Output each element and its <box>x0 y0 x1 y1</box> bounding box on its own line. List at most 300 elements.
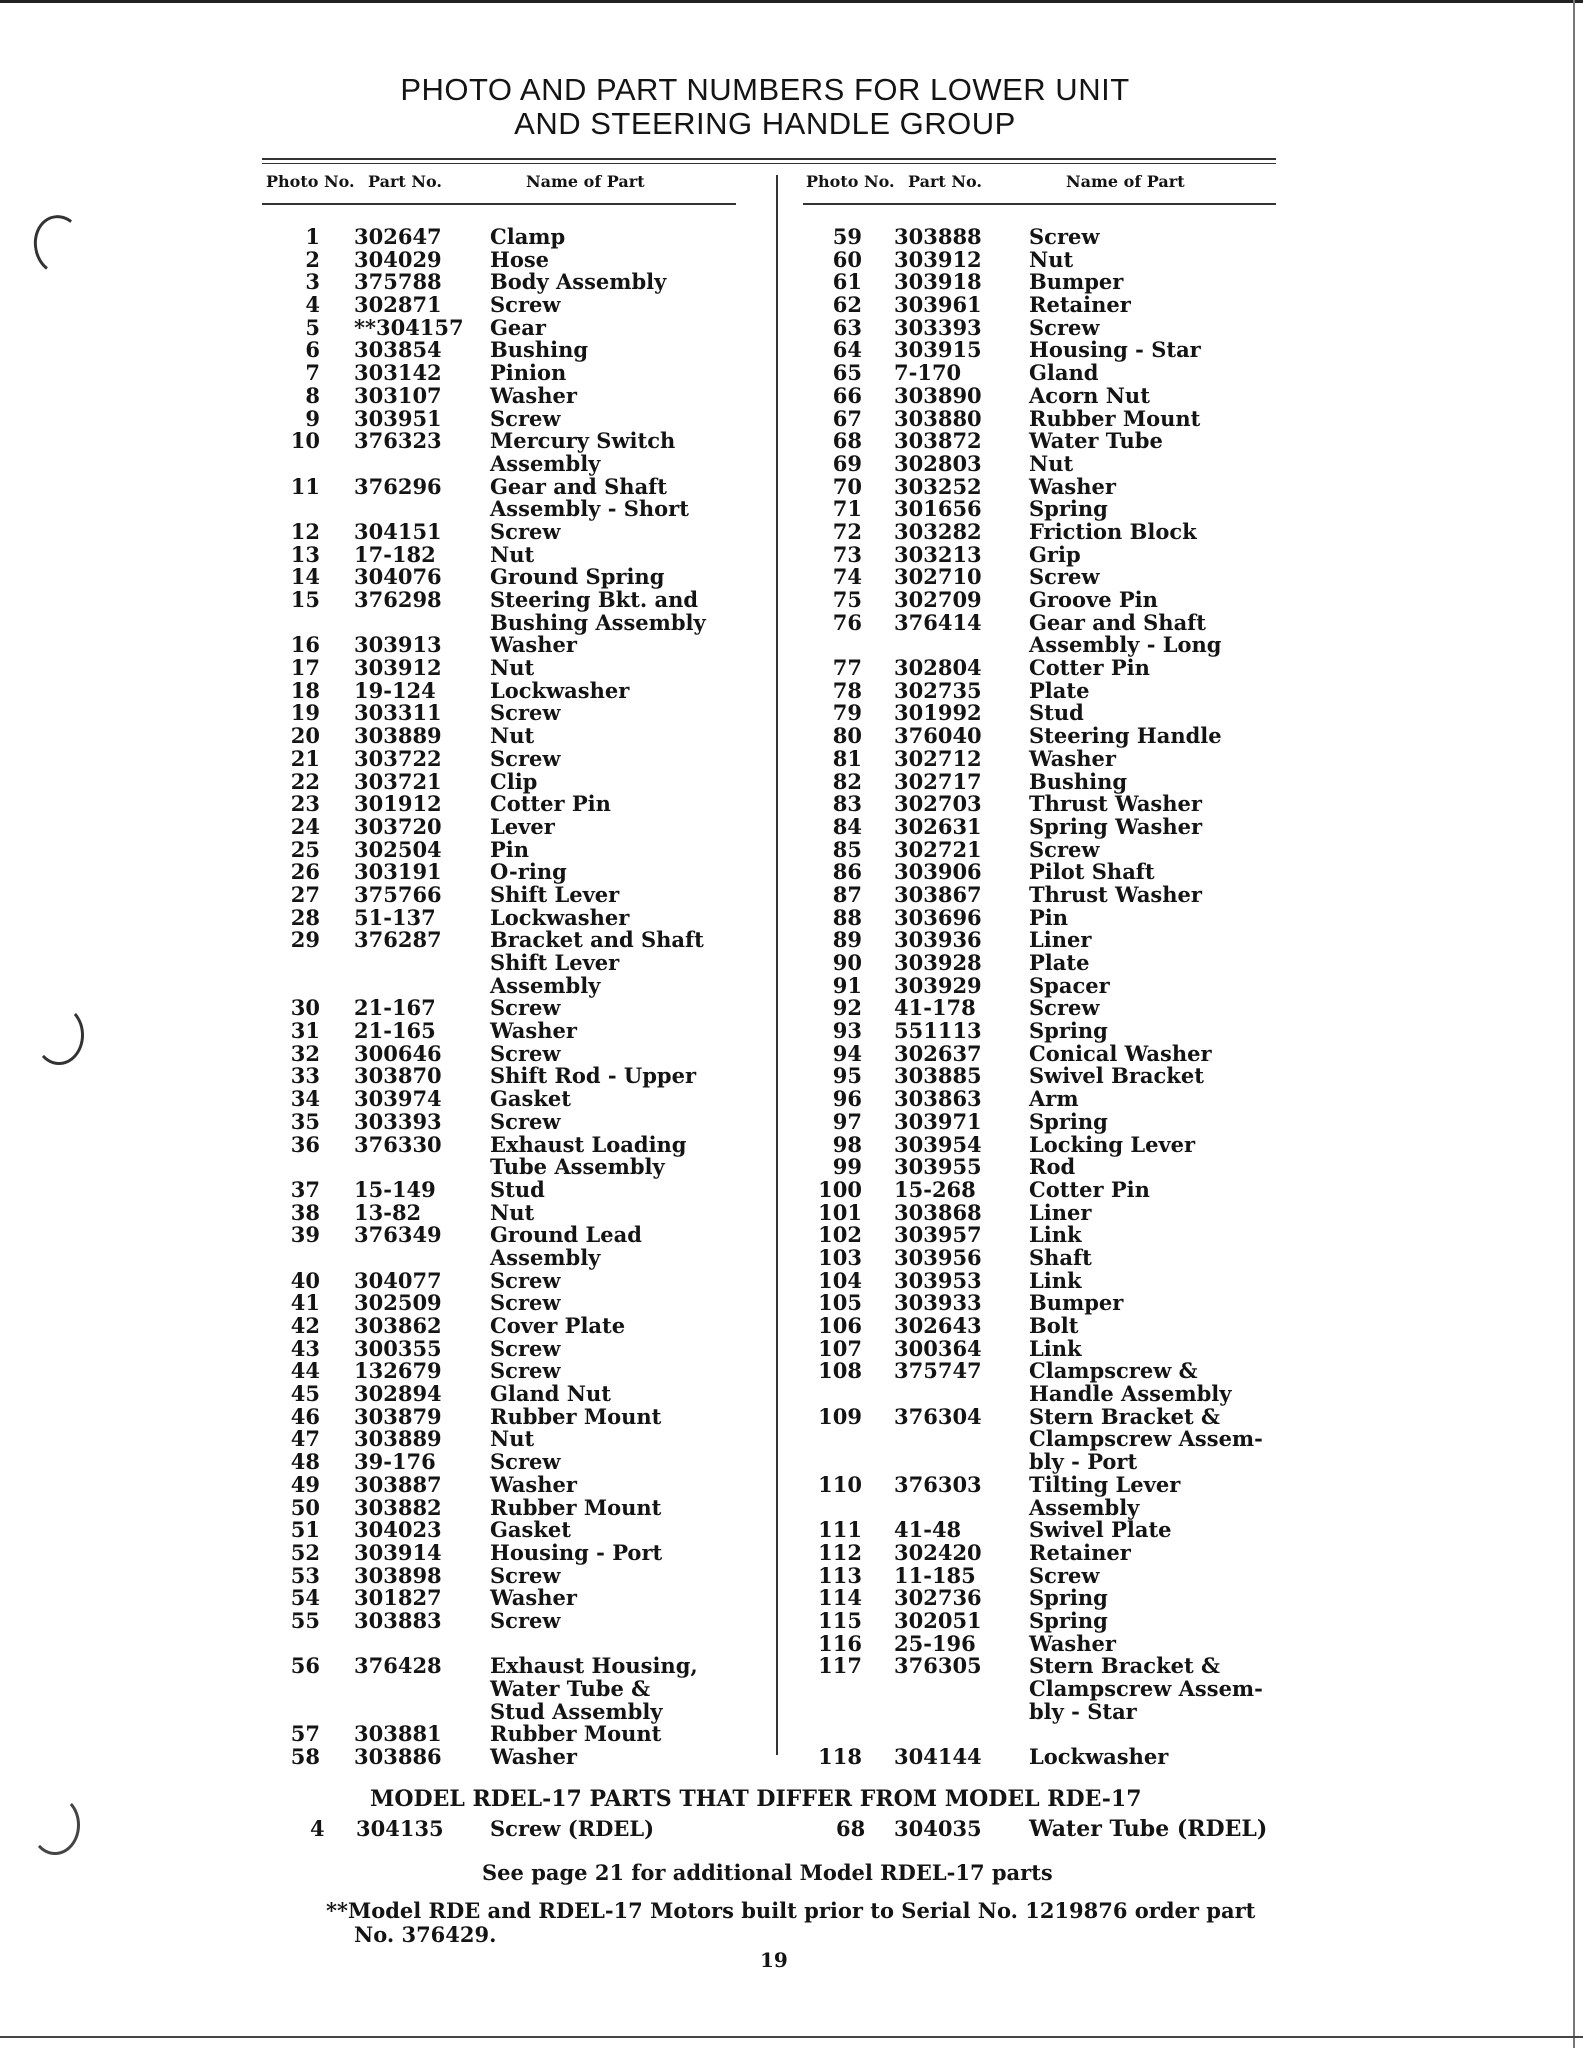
part-no: 376296 <box>354 473 442 499</box>
part-name: Ground Lead <box>490 1222 642 1248</box>
footnote-line-2: No. 376429. <box>354 1922 497 1947</box>
part-row <box>802 1655 1282 1678</box>
part-name: Rubber Mount <box>490 1721 662 1747</box>
part-row <box>802 881 1282 907</box>
part-name: Nut <box>1029 246 1074 272</box>
part-no: 303882 <box>354 1494 442 1520</box>
photo-no: 17 <box>290 655 320 681</box>
part-no: 303393 <box>894 314 982 340</box>
part-row <box>262 1088 762 1111</box>
part-no: 375788 <box>354 269 442 295</box>
photo-no: 10 <box>290 428 320 454</box>
part-name: Gear and Shaft <box>490 473 667 499</box>
photo-no: 56 <box>290 1653 320 1679</box>
part-name: Spring <box>1029 1108 1108 1134</box>
part-no: 303721 <box>354 768 442 794</box>
part-row <box>262 1224 762 1247</box>
header-bottom-rule <box>803 203 1276 205</box>
part-name: Handle Assembly <box>1029 1381 1232 1407</box>
part-row <box>262 405 762 431</box>
part-no: 303872 <box>894 428 982 454</box>
part-name: Washer <box>490 1471 577 1497</box>
photo-no: 40 <box>290 1267 320 1293</box>
part-no: 303955 <box>894 1154 982 1180</box>
photo-no: 79 <box>832 700 862 726</box>
part-row <box>802 1607 1282 1633</box>
part-name: Mercury Switch <box>490 428 676 454</box>
part-name: Stern Bracket & <box>1029 1653 1220 1679</box>
part-name: Cover Plate <box>490 1313 626 1338</box>
part-no: 301912 <box>354 791 442 817</box>
part-no: 303912 <box>354 655 442 681</box>
photo-no: 82 <box>832 768 862 794</box>
part-row <box>262 566 762 589</box>
model-row-name: Water Tube (RDEL) <box>1029 1816 1268 1842</box>
part-row <box>802 634 1282 657</box>
photo-no: 23 <box>290 791 320 817</box>
part-name: Rod <box>1029 1154 1076 1180</box>
photo-no: 20 <box>290 723 320 749</box>
part-row <box>802 314 1282 340</box>
part-no: 303890 <box>894 382 982 408</box>
part-name: Screw <box>490 518 561 544</box>
part-no: 302710 <box>894 564 982 590</box>
part-no: 376349 <box>354 1222 442 1248</box>
photo-no: 52 <box>290 1539 320 1565</box>
photo-no: 92 <box>832 995 862 1021</box>
part-name: Rubber Mount <box>1029 405 1201 431</box>
part-row <box>262 589 762 612</box>
photo-no: 59 <box>832 224 862 249</box>
part-row <box>802 566 1282 589</box>
part-name: Bolt <box>1029 1313 1079 1338</box>
part-no: **304157 <box>354 314 464 340</box>
part-name: Washer <box>1029 745 1116 771</box>
part-row <box>262 1315 762 1338</box>
photo-no: 45 <box>290 1381 320 1407</box>
part-no: 303885 <box>894 1063 982 1089</box>
part-no: 303870 <box>354 1063 442 1089</box>
part-row <box>262 609 762 635</box>
part-row <box>802 657 1282 680</box>
part-name: Screw <box>490 405 561 431</box>
part-name: Cotter Pin <box>1029 1176 1150 1202</box>
part-name: Assembly <box>490 1244 601 1270</box>
part-row <box>262 929 762 952</box>
part-no: 21-167 <box>354 995 436 1021</box>
part-row <box>802 609 1282 635</box>
part-no: 303107 <box>354 382 442 408</box>
part-row <box>802 1678 1282 1701</box>
part-no: 303867 <box>894 881 982 907</box>
part-no: 11-185 <box>894 1562 976 1588</box>
photo-no: 112 <box>818 1539 862 1565</box>
see-page-note: See page 21 for additional Model RDEL-17 parts <box>482 1860 1053 1885</box>
photo-no: 86 <box>832 859 862 885</box>
photo-no: 3 <box>305 269 320 295</box>
part-no: 302721 <box>894 836 982 862</box>
part-no: 302637 <box>894 1040 982 1066</box>
part-row <box>802 1630 1282 1656</box>
part-name: Assembly <box>1029 1494 1140 1520</box>
part-no: 303954 <box>894 1131 982 1157</box>
part-row <box>802 836 1282 862</box>
photo-no: 50 <box>290 1494 320 1520</box>
photo-no: 74 <box>832 564 862 590</box>
part-row <box>262 1539 762 1565</box>
part-no: 302420 <box>894 1539 982 1565</box>
part-name: Lockwasher <box>490 677 630 703</box>
part-row <box>802 1244 1282 1270</box>
part-name: Arm <box>1029 1086 1079 1112</box>
part-no: 19-124 <box>354 677 436 703</box>
photo-no: 28 <box>290 904 320 930</box>
part-no: 302051 <box>894 1607 982 1633</box>
photo-no: 93 <box>832 1018 862 1044</box>
part-no: 303888 <box>894 224 982 249</box>
part-no: 376305 <box>894 1653 982 1679</box>
part-no: 303886 <box>354 1744 442 1770</box>
part-name: Exhaust Loading <box>490 1131 687 1157</box>
part-name: Groove Pin <box>1029 587 1158 612</box>
part-row <box>802 1403 1282 1429</box>
part-name: Washer <box>1029 1630 1116 1656</box>
part-name: Liner <box>1029 1199 1092 1225</box>
part-name: Spring <box>1029 496 1108 522</box>
photo-no: 105 <box>818 1290 862 1316</box>
photo-no: 65 <box>832 360 862 386</box>
part-row <box>262 541 762 567</box>
part-no: 303142 <box>354 360 442 386</box>
part-no: 303956 <box>894 1244 982 1270</box>
part-name: Clamp <box>490 224 566 249</box>
part-name: Assembly <box>490 450 601 476</box>
photo-no: 11 <box>290 473 320 499</box>
part-name: Housing - Port <box>490 1539 663 1565</box>
part-row <box>262 1451 762 1474</box>
part-no: 303915 <box>894 337 982 363</box>
part-no: 303252 <box>894 473 982 499</box>
header-photo-no: Photo No. <box>266 172 355 191</box>
part-row <box>262 1065 762 1088</box>
photo-no: 2 <box>305 246 320 272</box>
part-no: 301827 <box>354 1585 442 1611</box>
part-row <box>802 745 1282 771</box>
part-name: Washer <box>490 632 577 658</box>
part-no: 51-137 <box>354 904 436 930</box>
part-name: Bushing <box>490 337 589 363</box>
part-name: bly - Port <box>1029 1449 1138 1475</box>
part-name: Pin <box>1029 904 1069 930</box>
part-name: Screw <box>490 1562 561 1588</box>
part-row <box>802 450 1282 476</box>
part-name: Washer <box>490 1585 577 1611</box>
part-row <box>262 226 762 249</box>
part-row <box>262 1335 762 1361</box>
part-no: 376414 <box>894 609 982 635</box>
part-no: 303957 <box>894 1222 982 1248</box>
part-row <box>802 1471 1282 1497</box>
part-row <box>802 702 1282 725</box>
header-top-rule <box>262 158 1276 160</box>
part-name: Lockwasher <box>490 904 630 930</box>
part-no: 303879 <box>354 1403 442 1429</box>
photo-no: 37 <box>290 1176 320 1202</box>
photo-no: 15 <box>290 587 320 612</box>
part-no: 376040 <box>894 723 982 749</box>
binder-hole-mark <box>34 1005 84 1065</box>
part-name: Stud <box>1029 700 1084 726</box>
part-no: 39-176 <box>354 1449 436 1475</box>
part-name: Liner <box>1029 927 1092 953</box>
footnote-line-1: **Model RDE and RDEL-17 Motors built prior to Serial No. 1219876 order part <box>326 1898 1256 1923</box>
part-row <box>802 1199 1282 1225</box>
part-name: Body Assembly <box>490 269 667 295</box>
header-part-no: Part No. <box>368 172 442 191</box>
part-row <box>262 677 762 703</box>
part-no: 302803 <box>894 450 982 476</box>
photo-no: 8 <box>305 382 320 408</box>
photo-no: 96 <box>832 1086 862 1112</box>
part-name: Thrust Washer <box>1029 881 1202 907</box>
part-name: Swivel Bracket <box>1029 1063 1204 1089</box>
part-no: 15-268 <box>894 1176 976 1202</box>
photo-no: 100 <box>818 1176 862 1202</box>
part-name: Gasket <box>490 1086 571 1112</box>
photo-no: 7 <box>305 360 320 386</box>
part-no: 303913 <box>354 632 442 658</box>
part-name: Steering Handle <box>1029 723 1222 749</box>
part-row <box>262 725 762 748</box>
photo-no: 31 <box>290 1018 320 1044</box>
part-no: 303912 <box>894 246 982 272</box>
part-no: 303393 <box>354 1108 442 1134</box>
part-name: O-ring <box>490 859 567 885</box>
part-no: 376298 <box>354 587 442 612</box>
part-row <box>802 1383 1282 1406</box>
part-name: Pinion <box>490 360 567 386</box>
part-row <box>262 972 762 998</box>
part-no: 304151 <box>354 518 442 544</box>
part-row <box>802 1519 1282 1542</box>
model-row-name: Screw (RDEL) <box>490 1816 655 1841</box>
part-no: 302871 <box>354 292 442 318</box>
part-row <box>802 861 1282 884</box>
part-row <box>262 904 762 930</box>
part-name: Washer <box>490 382 577 408</box>
part-row <box>802 518 1282 544</box>
photo-no: 114 <box>818 1585 862 1611</box>
part-no: 301992 <box>894 700 982 726</box>
part-no: 302709 <box>894 587 982 612</box>
part-row <box>802 271 1282 294</box>
photo-no: 64 <box>832 337 862 363</box>
part-row <box>262 518 762 544</box>
part-no: 302736 <box>894 1585 982 1611</box>
part-no: 303889 <box>354 723 442 749</box>
photo-no: 38 <box>290 1199 320 1225</box>
photo-no: 39 <box>290 1222 320 1248</box>
part-name: Stern Bracket & <box>1029 1403 1220 1429</box>
part-name: Screw <box>490 1108 561 1134</box>
part-row <box>262 1020 762 1043</box>
part-row <box>262 1519 762 1542</box>
photo-no: 54 <box>290 1585 320 1611</box>
part-name: Bushing <box>1029 768 1128 794</box>
part-name: Locking Lever <box>1029 1131 1196 1157</box>
part-row <box>802 1156 1282 1179</box>
part-no: 302735 <box>894 677 982 703</box>
part-row <box>262 498 762 521</box>
part-name: Ground Spring <box>490 564 665 590</box>
photo-no: 16 <box>290 632 320 658</box>
part-name: Screw <box>1029 1562 1100 1588</box>
part-row <box>802 1176 1282 1202</box>
part-row <box>262 1562 762 1588</box>
part-name: Link <box>1029 1222 1082 1248</box>
header-top-rule <box>262 163 1276 164</box>
part-name: Gland <box>1029 360 1099 386</box>
photo-no: 94 <box>832 1040 862 1066</box>
photo-no: 91 <box>832 972 862 998</box>
part-no: 303863 <box>894 1086 982 1112</box>
parts-table-left <box>262 226 762 1769</box>
binder-hole-mark <box>30 1795 80 1855</box>
part-row <box>262 836 762 862</box>
part-name: Bracket and Shaft <box>490 927 704 953</box>
part-row <box>802 813 1282 839</box>
part-name: Stud Assembly <box>490 1698 663 1724</box>
part-no: 375766 <box>354 881 442 907</box>
part-row <box>262 1746 762 1769</box>
part-name: Nut <box>490 541 535 567</box>
part-row <box>802 1451 1282 1474</box>
part-name: Plate <box>1029 950 1090 975</box>
photo-no: 115 <box>818 1607 862 1633</box>
photo-no: 33 <box>290 1063 320 1089</box>
part-name: Washer <box>490 1018 577 1044</box>
part-row <box>802 1335 1282 1361</box>
part-no: 303971 <box>894 1108 982 1134</box>
part-row <box>262 1383 762 1406</box>
part-row <box>262 1723 762 1746</box>
part-row <box>262 1176 762 1202</box>
part-no: 302643 <box>894 1313 982 1338</box>
part-no: 302894 <box>354 1381 442 1407</box>
part-name: Screw <box>490 1335 561 1361</box>
photo-no: 49 <box>290 1471 320 1497</box>
part-name: Acorn Nut <box>1029 382 1150 408</box>
photo-no: 4 <box>305 292 320 318</box>
part-row <box>802 1360 1282 1383</box>
part-name: Nut <box>490 1426 535 1452</box>
part-name: Screw <box>1029 564 1100 590</box>
part-name: Spring <box>1029 1607 1108 1633</box>
part-name: Bumper <box>1029 269 1124 295</box>
part-name: Rubber Mount <box>490 1403 662 1429</box>
part-row <box>802 1108 1282 1134</box>
part-no: 303928 <box>894 950 982 975</box>
part-no: 376304 <box>894 1403 982 1429</box>
part-name: Water Tube & <box>490 1676 651 1701</box>
photo-no: 101 <box>818 1199 862 1225</box>
part-no: 303191 <box>354 859 442 885</box>
part-name: Spring Washer <box>1029 813 1203 839</box>
part-row <box>262 1587 762 1610</box>
photo-no: 22 <box>290 768 320 794</box>
page-bottom-edge <box>0 2036 1583 2038</box>
photo-no: 88 <box>832 904 862 930</box>
part-name: Shift Rod - Upper <box>490 1063 697 1089</box>
part-name: Screw <box>490 1267 561 1293</box>
part-row <box>262 1131 762 1157</box>
part-name: Screw <box>490 292 561 318</box>
part-name: Nut <box>490 655 535 681</box>
part-no: 551113 <box>894 1018 982 1044</box>
part-name: Gear and Shaft <box>1029 609 1206 635</box>
part-row <box>262 861 762 884</box>
part-name: Assembly - Short <box>490 496 689 522</box>
part-no: 17-182 <box>354 541 436 567</box>
part-name: Cotter Pin <box>1029 655 1150 681</box>
part-row <box>802 904 1282 930</box>
part-row <box>262 271 762 294</box>
header-part-no: Part No. <box>908 172 982 191</box>
part-no: 303880 <box>894 405 982 431</box>
part-no: 13-82 <box>354 1199 422 1225</box>
part-row <box>802 1315 1282 1338</box>
part-row <box>802 589 1282 612</box>
part-name: Bushing Assembly <box>490 609 706 635</box>
part-name: Link <box>1029 1335 1082 1361</box>
photo-no: 73 <box>832 541 862 567</box>
part-no: 303936 <box>894 927 982 953</box>
part-no: 303951 <box>354 405 442 431</box>
part-name: Bumper <box>1029 1290 1124 1316</box>
part-name: Screw <box>1029 836 1100 862</box>
photo-no: 30 <box>290 995 320 1021</box>
part-row <box>802 1040 1282 1066</box>
part-name: Nut <box>1029 450 1074 476</box>
part-row <box>802 1065 1282 1088</box>
photo-no: 106 <box>818 1313 862 1338</box>
part-name: Screw <box>1029 224 1100 249</box>
photo-no: 34 <box>290 1086 320 1112</box>
photo-no: 109 <box>818 1403 862 1429</box>
photo-no: 89 <box>832 927 862 953</box>
photo-no: 69 <box>832 450 862 476</box>
photo-no: 18 <box>290 677 320 703</box>
part-name: Screw <box>1029 314 1100 340</box>
part-no: 303883 <box>354 1607 442 1633</box>
part-row <box>802 405 1282 431</box>
part-name: Spring <box>1029 1018 1108 1044</box>
part-no: 303906 <box>894 859 982 885</box>
part-name: Screw <box>490 1358 561 1384</box>
part-name: Screw <box>490 1040 561 1066</box>
part-row <box>262 793 762 816</box>
part-name: Cotter Pin <box>490 791 611 817</box>
part-row <box>802 226 1282 249</box>
photo-no: 61 <box>832 269 862 295</box>
part-row <box>262 881 762 907</box>
part-name: Gasket <box>490 1517 571 1543</box>
photo-no: 113 <box>818 1562 862 1588</box>
part-no: 303914 <box>354 1539 442 1565</box>
part-row <box>262 450 762 476</box>
photo-no: 102 <box>818 1222 862 1248</box>
part-name: Screw <box>490 745 561 771</box>
